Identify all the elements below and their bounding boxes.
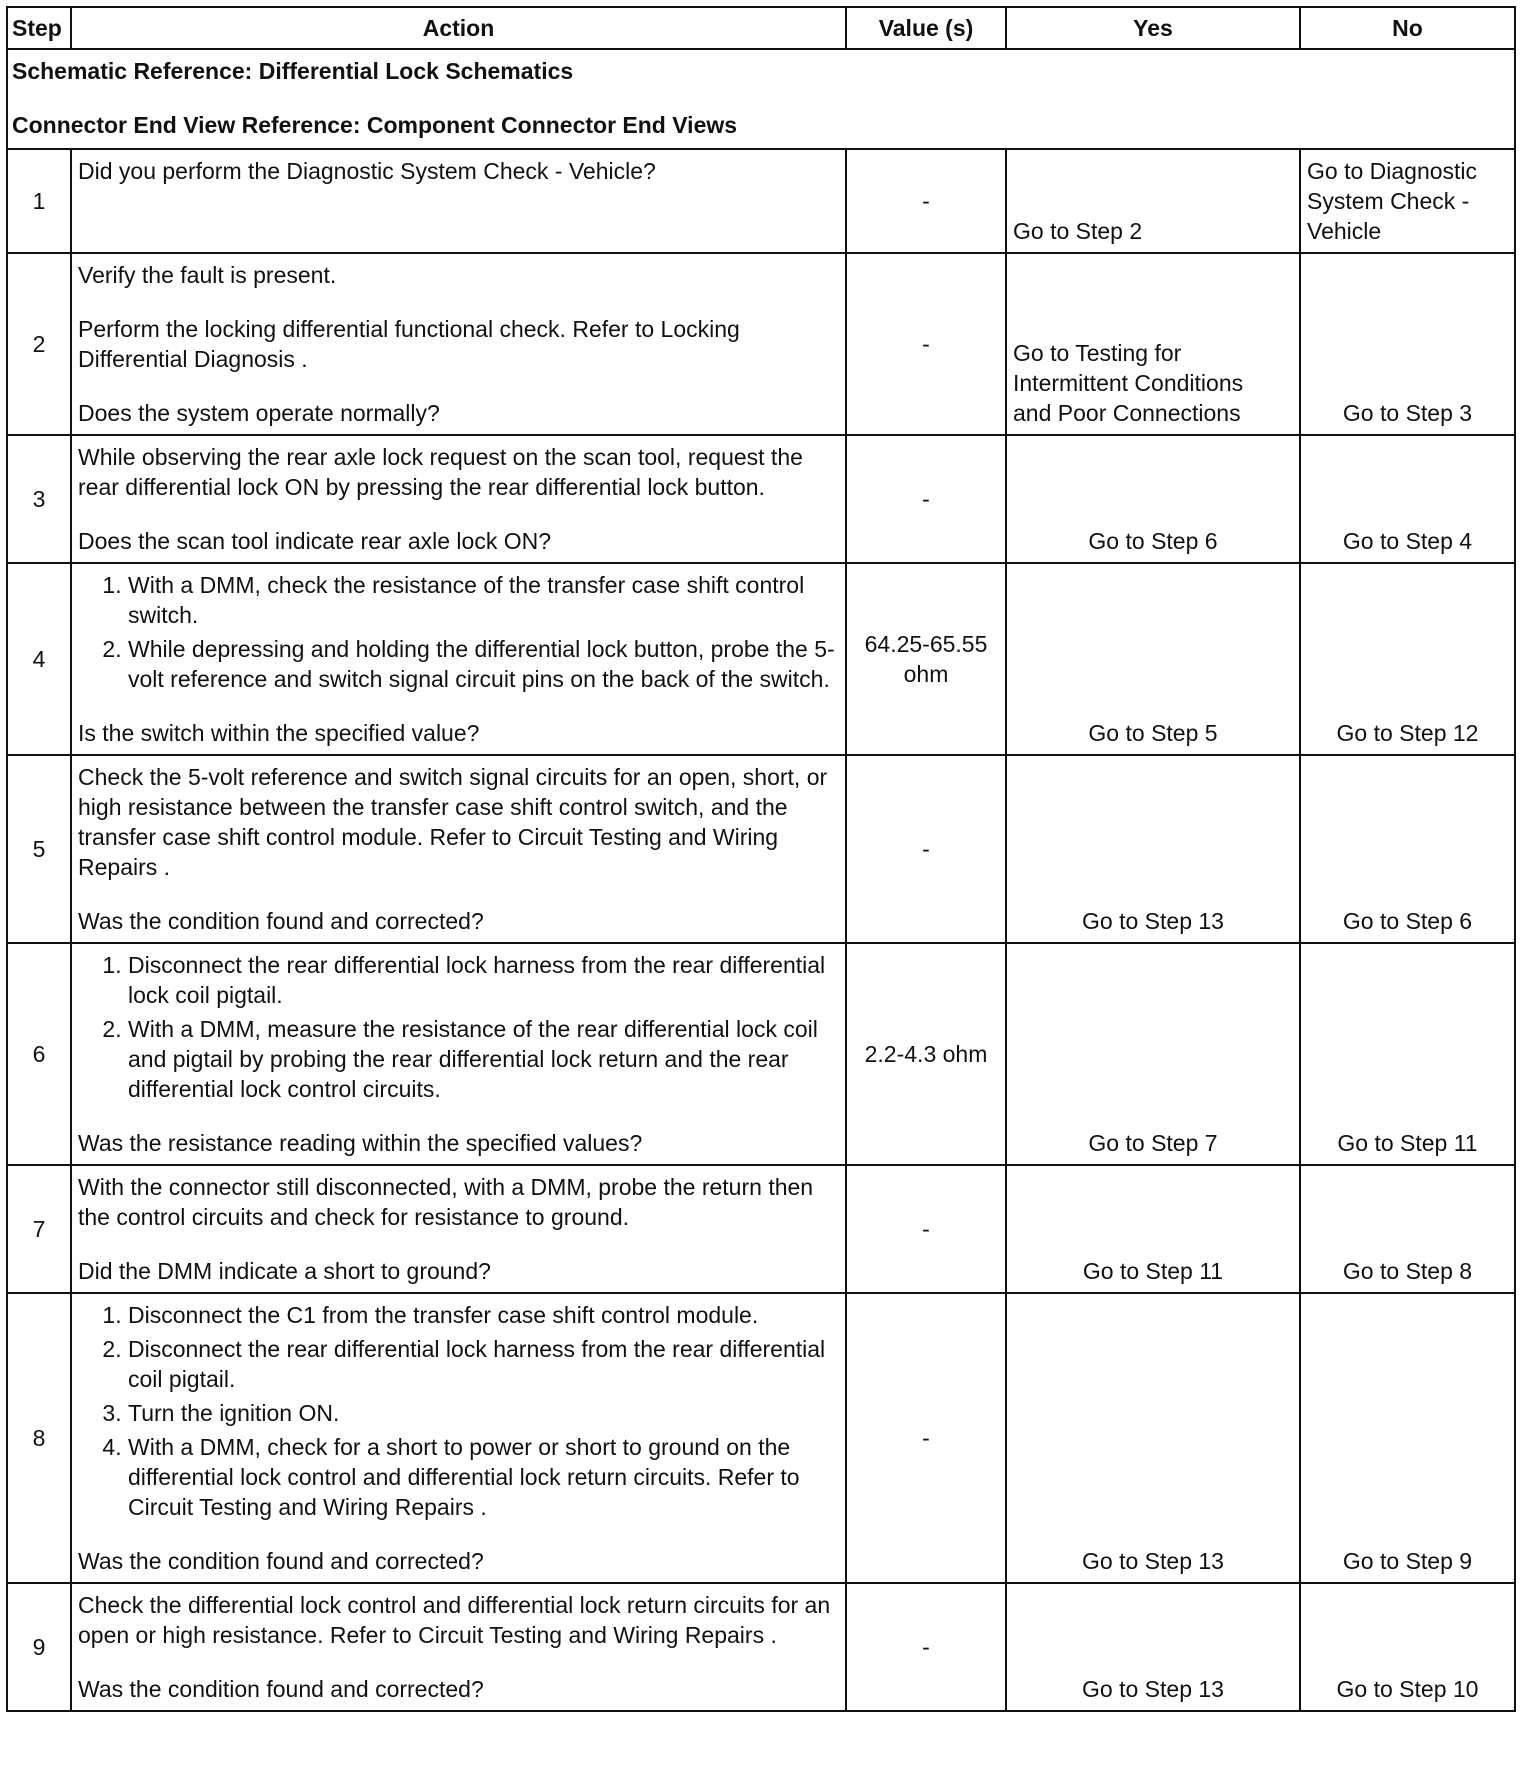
value-cell: - (846, 1293, 1006, 1583)
step-number: 3 (7, 435, 71, 563)
value-cell: 64.25-65.55 ohm (846, 563, 1006, 755)
value-cell: - (846, 1165, 1006, 1293)
action-step-item: 1. Disconnect the rear differential lock harness from the rear differential lock coil pigtail. (128, 950, 839, 1010)
no-result: Go to Step 12 (1300, 563, 1515, 755)
action-step-item: 2. With a DMM, measure the resistance of the rear differential lock coil and pigtail by probing the rear differential lock return and the rear differential lock control circuits. (128, 1014, 839, 1104)
diagnostic-table-sheet (6, 6, 1514, 1712)
action-question: Is the switch within the specified value? (78, 720, 480, 746)
action-question: Was the condition found and corrected? (78, 908, 484, 934)
step-number: 7 (7, 1165, 71, 1293)
table-row (7, 1165, 1515, 1293)
action-cell (71, 1583, 846, 1711)
action-question: Did the DMM indicate a short to ground? (78, 1258, 491, 1284)
no-result: Go to Step 4 (1300, 435, 1515, 563)
step-number: 4 (7, 563, 71, 755)
action-cell (71, 563, 846, 755)
table-row (7, 1293, 1515, 1583)
action-cell (71, 1293, 846, 1583)
action-question: Was the resistance reading within the specified values? (78, 1130, 643, 1156)
value-cell: - (846, 1583, 1006, 1711)
reference-cell (7, 49, 1515, 149)
no-result: Go to Step 8 (1300, 1165, 1515, 1293)
reference-row (7, 49, 1515, 149)
action-cell (71, 435, 846, 563)
yes-result: Go to Step 2 (1006, 149, 1300, 253)
action-step-item: 1. Disconnect the C1 from the transfer case shift control module. (128, 1300, 839, 1330)
value-cell: - (846, 755, 1006, 943)
value-cell: - (846, 253, 1006, 435)
yes-result: Go to Step 5 (1006, 563, 1300, 755)
connector-reference: Connector End View Reference: Component Connector End Views (12, 112, 738, 138)
action-text: Perform the locking differential functional check. Refer to Locking Differential Diagnosis . (78, 316, 740, 372)
header-no: No (1300, 7, 1515, 49)
value-cell: 2.2-4.3 ohm (846, 943, 1006, 1165)
yes-result: Go to Step 13 (1006, 755, 1300, 943)
action-steps-list (78, 1300, 839, 1522)
header-row (7, 7, 1515, 49)
no-result: Go to Diagnostic System Check - Vehicle (1300, 149, 1515, 253)
action-step-item: 2. Disconnect the rear differential lock harness from the rear differential coil pigtail. (128, 1334, 839, 1394)
no-result: Go to Step 10 (1300, 1583, 1515, 1711)
yes-result: Go to Testing for Intermittent Conditions and Poor Connections (1006, 253, 1300, 435)
header-yes: Yes (1006, 7, 1300, 49)
no-result: Go to Step 11 (1300, 943, 1515, 1165)
action-question: Was the condition found and corrected? (78, 1548, 484, 1574)
action-step-item: 4. With a DMM, check for a short to power or short to ground on the differential lock control and differential lock return circuits. Refer to Circuit Testing and Wiring Repairs . (128, 1432, 839, 1522)
header-step: Step (7, 7, 71, 49)
action-text: Did you perform the Diagnostic System Check - Vehicle? (78, 158, 656, 184)
action-question: Does the scan tool indicate rear axle lock ON? (78, 528, 552, 554)
step-number: 6 (7, 943, 71, 1165)
schematic-reference: Schematic Reference: Differential Lock Schematics (12, 58, 574, 84)
table-row (7, 563, 1515, 755)
action-step-item: 2. While depressing and holding the differential lock button, probe the 5-volt reference and switch signal circuit pins on the back of the switch. (128, 634, 839, 694)
action-question: Was the condition found and corrected? (78, 1676, 484, 1702)
action-steps-list (78, 950, 839, 1104)
yes-result: Go to Step 13 (1006, 1293, 1300, 1583)
action-text: While observing the rear axle lock request on the scan tool, request the rear differential lock ON by pressing the rear differential lock button. (78, 444, 803, 500)
action-cell (71, 253, 846, 435)
action-cell (71, 1165, 846, 1293)
yes-result: Go to Step 11 (1006, 1165, 1300, 1293)
action-question: Does the system operate normally? (78, 400, 440, 426)
step-number: 8 (7, 1293, 71, 1583)
table-row (7, 1583, 1515, 1711)
action-step-item: 3. Turn the ignition ON. (128, 1398, 839, 1428)
table-row (7, 253, 1515, 435)
step-number: 9 (7, 1583, 71, 1711)
action-cell (71, 149, 846, 253)
table-row (7, 435, 1515, 563)
no-result: Go to Step 6 (1300, 755, 1515, 943)
header-action: Action (71, 7, 846, 49)
action-text: Verify the fault is present. (78, 262, 337, 288)
value-cell: - (846, 435, 1006, 563)
yes-result: Go to Step 13 (1006, 1583, 1300, 1711)
yes-result: Go to Step 7 (1006, 943, 1300, 1165)
header-value: Value (s) (846, 7, 1006, 49)
step-number: 5 (7, 755, 71, 943)
action-cell (71, 755, 846, 943)
step-number: 2 (7, 253, 71, 435)
table-row (7, 943, 1515, 1165)
no-result: Go to Step 3 (1300, 253, 1515, 435)
table-row (7, 755, 1515, 943)
step-number: 1 (7, 149, 71, 253)
action-step-item: 1. With a DMM, check the resistance of the transfer case shift control switch. (128, 570, 839, 630)
action-text: With the connector still disconnected, with a DMM, probe the return then the control circuits and check for resistance to ground. (78, 1174, 814, 1230)
action-text: Check the 5-volt reference and switch signal circuits for an open, short, or high resistance between the transfer case shift control switch, and the transfer case shift control module. Refer to Circuit Testing and Wiring Repairs . (78, 764, 828, 880)
diagnostic-table (6, 6, 1516, 1712)
action-cell (71, 943, 846, 1165)
action-text: Check the differential lock control and differential lock return circuits for an open or high resistance. Refer to Circuit Testing and Wiring Repairs . (78, 1592, 831, 1648)
action-steps-list (78, 570, 839, 694)
table-row (7, 149, 1515, 253)
yes-result: Go to Step 6 (1006, 435, 1300, 563)
no-result: Go to Step 9 (1300, 1293, 1515, 1583)
value-cell: - (846, 149, 1006, 253)
